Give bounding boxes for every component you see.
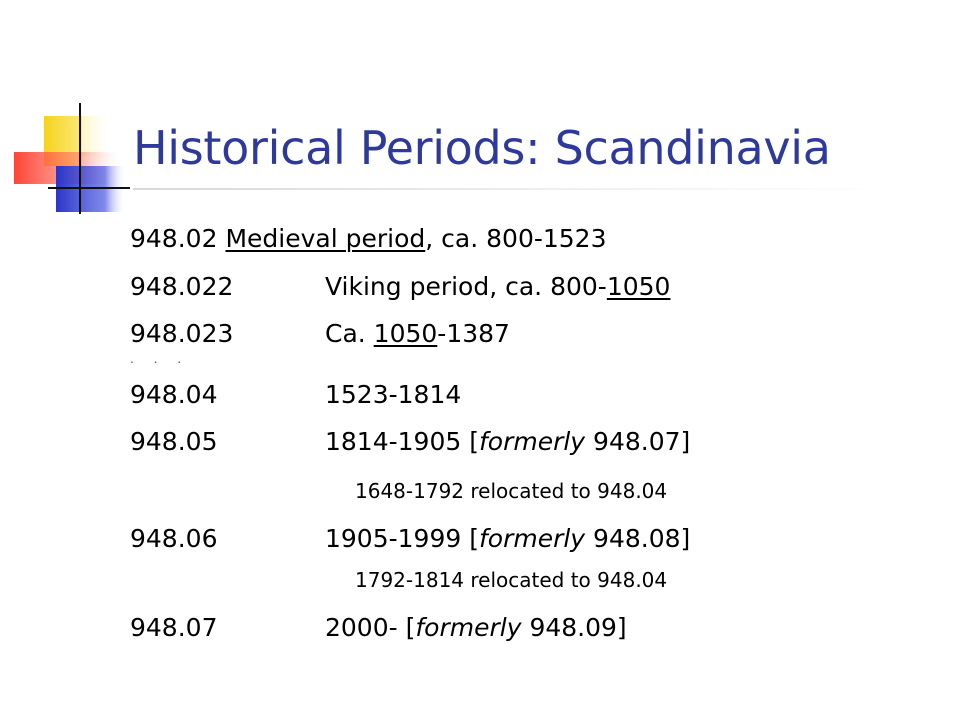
- list-item-948-07: [130, 611, 627, 645]
- former-code: 948.09]: [521, 613, 627, 642]
- former-code: 948.08]: [585, 524, 691, 553]
- list-item-948-023: [130, 317, 510, 351]
- list-item-948-022: [130, 270, 670, 304]
- list-item-948-02: [130, 222, 607, 256]
- slide-title: Historical Periods: Scandinavia: [133, 121, 831, 175]
- decorative-corner-graphic: [0, 0, 140, 220]
- ellipsis: . . .: [130, 352, 190, 366]
- period-range: 1905-1999 [: [325, 524, 479, 553]
- period-range: 1523-1814: [325, 380, 462, 409]
- period-range: 2000- [: [325, 613, 416, 642]
- class-code: 948.06: [130, 524, 218, 553]
- list-item-948-05: [130, 425, 690, 459]
- relocation-note: 1648-1792 relocated to 948.04: [355, 479, 668, 503]
- period-name-underlined: Medieval period: [225, 224, 426, 253]
- title-underline-rule: [133, 188, 893, 190]
- former-code: 948.07]: [585, 427, 691, 456]
- formerly-label: formerly: [478, 524, 586, 553]
- period-range: , ca. 800-1523: [425, 224, 607, 253]
- pale-yellow-square-shape: [82, 116, 114, 156]
- period-start-underlined: 1050: [373, 319, 438, 348]
- class-code: 948.023: [130, 319, 234, 348]
- list-item-948-06: [130, 522, 690, 556]
- class-code: 948.04: [130, 380, 218, 409]
- period-label: Viking period, ca. 800-: [325, 272, 607, 301]
- class-code: 948.022: [130, 272, 234, 301]
- period-end-underlined: 1050: [606, 272, 671, 301]
- period-end: -1387: [437, 319, 510, 348]
- class-code: 948.07: [130, 613, 218, 642]
- period-range: 1814-1905 [: [325, 427, 479, 456]
- period-prefix: Ca.: [325, 319, 374, 348]
- relocation-note: 1792-1814 relocated to 948.04: [355, 568, 668, 592]
- formerly-label: formerly: [415, 613, 522, 642]
- list-item-948-04: [130, 378, 461, 412]
- class-code: 948.05: [130, 427, 218, 456]
- class-code: 948.02: [130, 224, 218, 253]
- formerly-label: formerly: [478, 427, 586, 456]
